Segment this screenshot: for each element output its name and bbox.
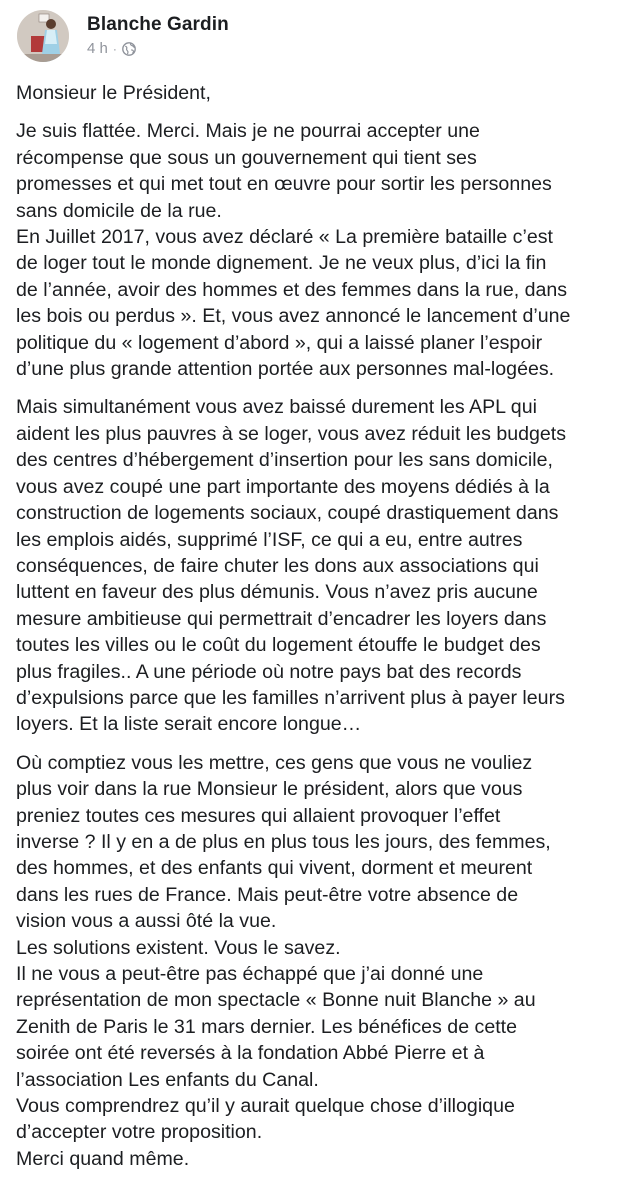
author-name[interactable]: Blanche Gardin — [87, 14, 229, 35]
text-line: Zenith de Paris le 31 mars dernier. Les bénéfices de cette — [16, 1015, 518, 1038]
text-line: politique du « logement d’abord », qui a laissé planer l’espoir — [16, 331, 543, 354]
text-line: plus voir dans la rue Monsieur le président, alors que vous — [16, 778, 523, 801]
text-line: représentation de mon spectacle « Bonne nuit Blanche » au — [16, 989, 536, 1012]
text-line: toutes les villes ou le coût du logement étouffe le budget des — [16, 634, 541, 657]
paragraph-salutation — [16, 80, 616, 106]
text-line: preniez toutes ces mesures qui allaient provoquer l’effet — [16, 804, 501, 827]
text-line: loyers. Et la liste serait encore longue… — [16, 713, 362, 736]
paragraph-3 — [16, 750, 616, 1173]
text-line: vision vous a aussi ôté la vue. — [16, 910, 277, 933]
globe-icon — [122, 42, 136, 56]
text-line: dans les rues de France. Mais peut-être votre absence de — [16, 883, 519, 906]
text-line: des hommes, et des enfants qui vivent, dorment et meurent — [16, 857, 533, 880]
text-line: Je suis flattée. Merci. Mais je ne pourrai accepter une — [16, 120, 480, 143]
text-line: les bois ou perdus ». Et, vous avez annoncé le lancement d’une — [16, 305, 571, 328]
paragraph-1 — [16, 118, 616, 382]
text-line: conséquences, de faire chuter les dons aux associations qui — [16, 554, 539, 577]
text-line: Il ne vous a peut-être pas échappé que j’ai donné une — [16, 963, 484, 985]
text-line: construction de logements sociaux, coupé drastiquement dans — [16, 502, 559, 525]
text-line: inverse ? Il y en a de plus en plus tous les jours, des femmes, — [16, 830, 551, 853]
text-line: d’une plus grande attention portée aux personnes mal-logées. — [16, 358, 555, 381]
text-line: Vous comprendrez qu’il y aurait quelque chose d’illogique — [16, 1095, 515, 1118]
text-line: d’expulsions parce que les familles n’arrivent plus à payer leurs — [16, 686, 565, 709]
text-line: aident les plus pauvres à se loger, vous avez réduit les budgets — [16, 422, 567, 445]
post-body — [16, 80, 616, 1172]
author-avatar[interactable] — [17, 10, 69, 62]
avatar-photo — [17, 10, 69, 62]
text-line: sans domicile de la rue. — [16, 199, 222, 222]
text-line: Les solutions existent. Vous le savez. — [16, 936, 341, 959]
text-line: soirée ont été reversés à la fondation Abbé Pierre et à — [16, 1042, 485, 1065]
text-line: de l’année, avoir des hommes et des femmes dans la rue, dans — [16, 278, 568, 301]
text-line: vous avez coupé une part importante des moyens dédiés à la — [16, 475, 550, 498]
post-timestamp[interactable]: 4 h — [87, 40, 108, 57]
text-line: Merci quand même. — [16, 1147, 190, 1170]
text-line: Où comptiez vous les mettre, ces gens que vous ne vouliez — [16, 751, 533, 774]
post-subline — [87, 39, 229, 59]
text-line: Monsieur le Président, — [16, 82, 211, 104]
separator-dot: · — [112, 42, 117, 56]
text-line: plus fragiles.. A une période où notre pays bat des records — [16, 660, 522, 683]
text-line: promesses et qui met tout en œuvre pour sortir les personnes — [16, 173, 552, 196]
text-line: de loger tout le monde dignement. Je ne veux plus, d’ici la fin — [16, 252, 547, 275]
text-line: d’accepter votre proposition. — [16, 1121, 263, 1144]
text-line: des centres d’hébergement d’insertion pour les sans domicile, — [16, 449, 553, 472]
text-line: les emplois aidés, supprimé l’ISF, ce qui a eu, entre autres — [16, 528, 523, 551]
text-line: récompense que sous un gouvernement qui tient ses — [16, 146, 477, 169]
text-line: l’association Les enfants du Canal. — [16, 1068, 319, 1091]
post-header — [17, 6, 229, 66]
text-line: Mais simultanément vous avez baissé durement les APL qui — [16, 396, 537, 419]
paragraph-2 — [16, 394, 616, 737]
text-line: En Juillet 2017, vous avez déclaré « La première bataille c’est — [16, 226, 553, 249]
text-line: luttent en faveur des plus démunis. Vous n’avez pris aucune — [16, 581, 538, 604]
post-meta — [87, 13, 229, 59]
text-line: mesure ambitieuse qui permettrait d’encadrer les loyers dans — [16, 607, 547, 630]
